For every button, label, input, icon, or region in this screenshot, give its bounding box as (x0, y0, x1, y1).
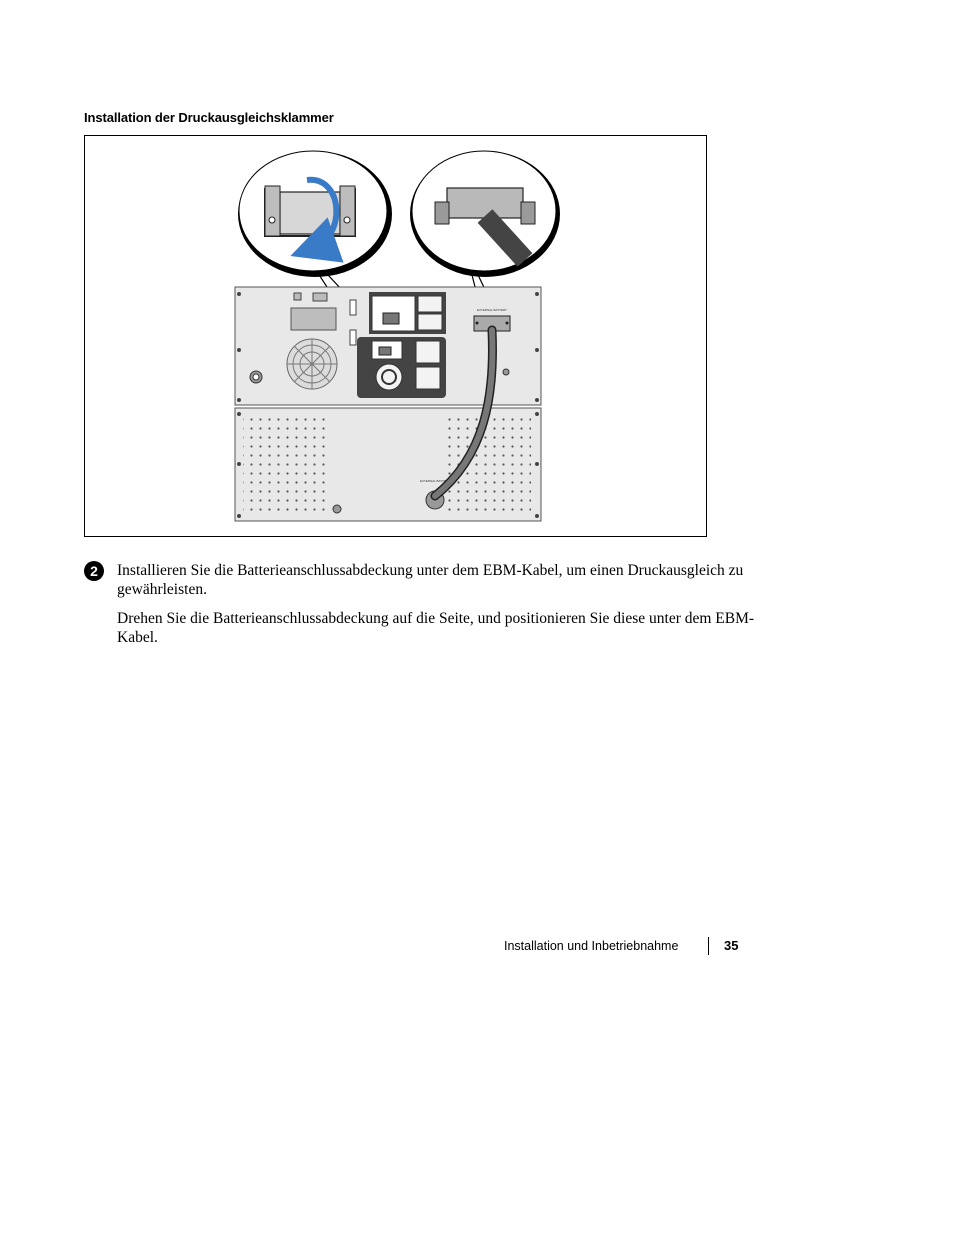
ups-rear-panel-illustration (85, 136, 708, 538)
figure-box (84, 135, 707, 537)
step-detail: Drehen Sie die Batterieanschlussabdeckung auf die Seite, und positionieren Sie diese unter dem EBM-Kabel. (117, 610, 755, 646)
battery-connector-label: EXTERNAL BATTERY (419, 479, 451, 483)
step-instruction: Installieren Sie die Batterieanschlussabdeckung unter dem EBM-Kabel, um einen Druckausgleich zu gewährleisten. (117, 562, 744, 598)
page-number: 35 (724, 938, 739, 953)
ebm-connector-label: EXTERNAL BATTERY (476, 308, 508, 312)
step-number-badge: 2 (84, 561, 104, 581)
battery-module (235, 408, 541, 521)
footer-section-title: Installation und Inbetriebnahme (504, 939, 679, 953)
figure-caption: Installation der Druckausgleichsklammer (84, 110, 334, 125)
zoom-callout-connector (410, 151, 560, 306)
footer-separator (708, 937, 709, 955)
